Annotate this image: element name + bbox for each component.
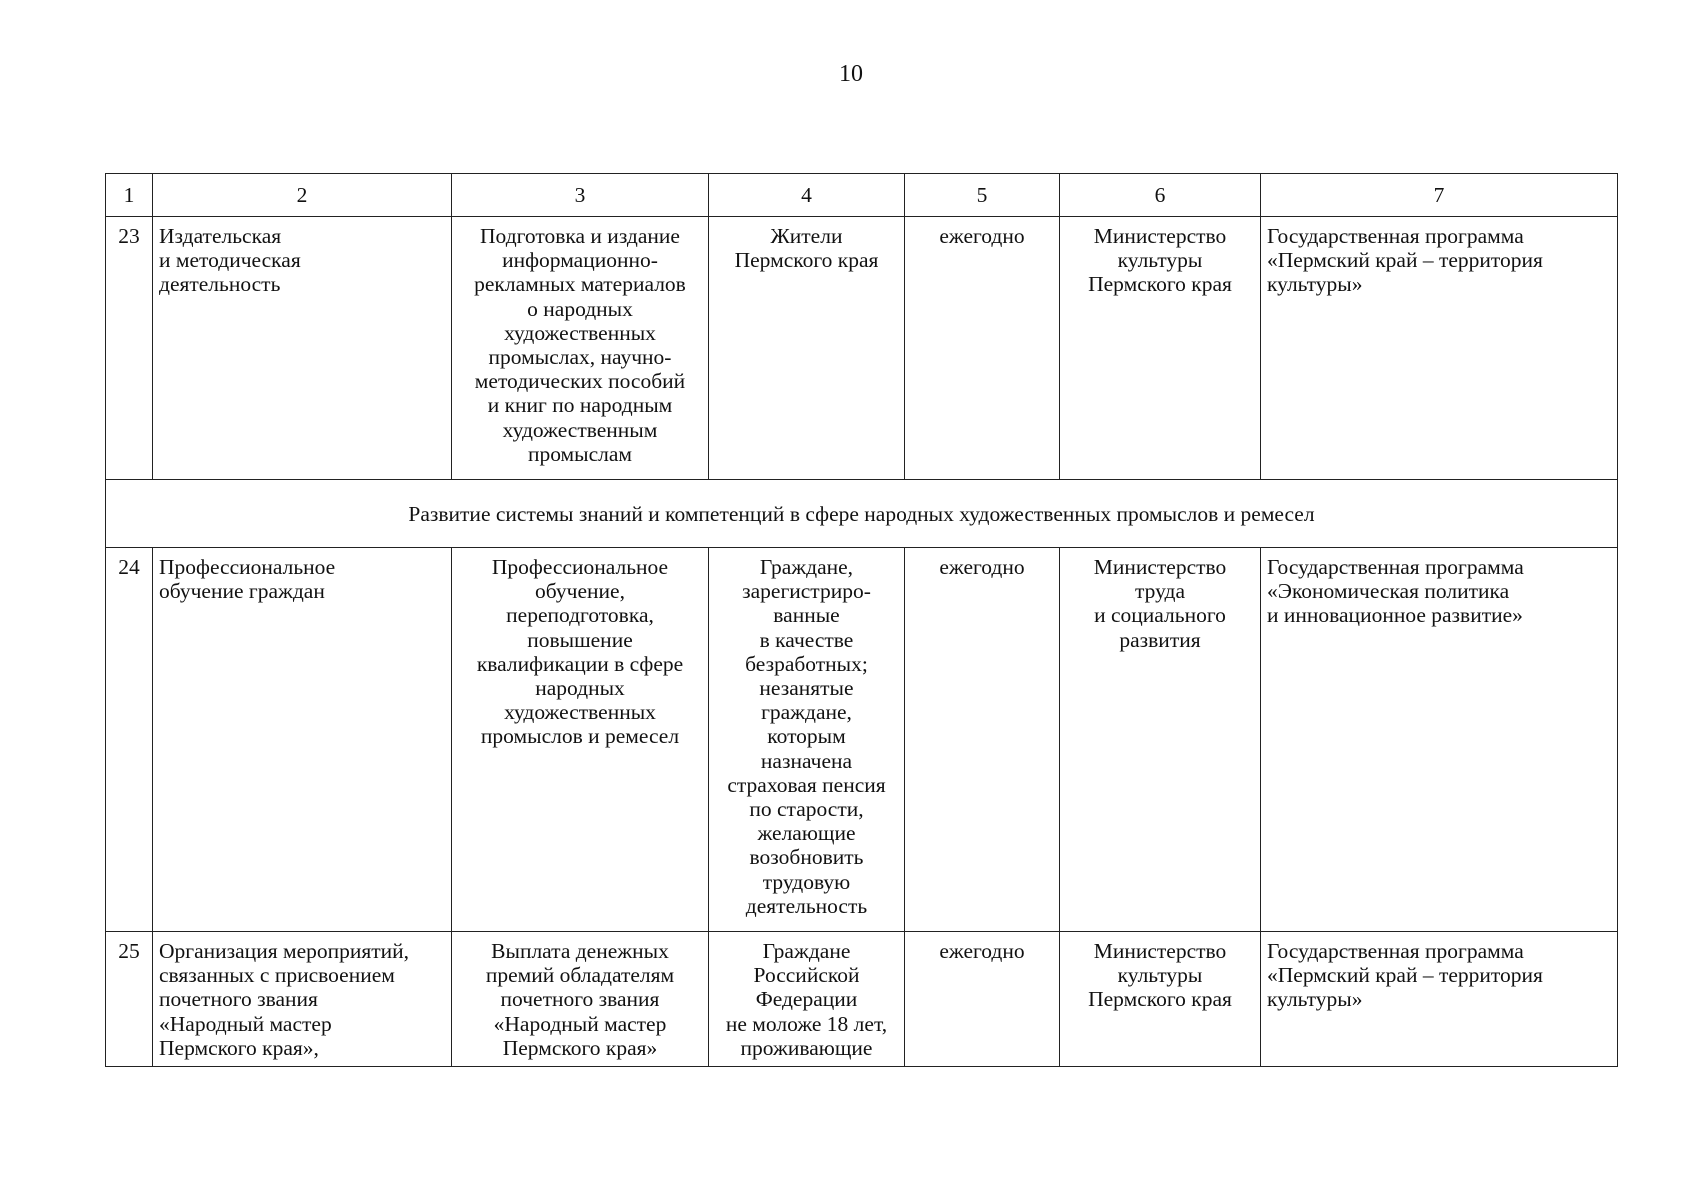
period: ежегодно [905, 932, 1060, 1067]
responsible-body: Министерство труда и социального развития [1060, 548, 1261, 932]
responsible-body: Министерство культуры Пермского края [1060, 217, 1261, 480]
table-row [106, 932, 1618, 1067]
column-number-7: 7 [1261, 174, 1618, 217]
state-program: Государственная программа «Пермский край – территория культуры» [1261, 217, 1618, 480]
target-audience: Граждане Российской Федерации не моложе 18 лет, проживающие [709, 932, 905, 1067]
column-number-2: 2 [153, 174, 452, 217]
row-number: 24 [106, 548, 153, 932]
plan-table [105, 173, 1618, 1067]
activity-name: Издательская и методическая деятельность [153, 217, 452, 480]
section-heading-row [106, 480, 1618, 548]
page-number: 10 [839, 61, 863, 87]
column-number-5: 5 [905, 174, 1060, 217]
activity-description: Выплата денежных премий обладателям почетного звания «Народный мастер Пермского края» [452, 932, 709, 1067]
table-row [106, 548, 1618, 932]
column-number-4: 4 [709, 174, 905, 217]
target-audience: Жители Пермского края [709, 217, 905, 480]
column-number-1: 1 [106, 174, 153, 217]
table-header-row [106, 174, 1618, 217]
column-number-3: 3 [452, 174, 709, 217]
activity-description: Профессиональное обучение, переподготовка, повышение квалификации в сфере народных художественных промыслов и ремесел [452, 548, 709, 932]
row-number: 23 [106, 217, 153, 480]
responsible-body: Министерство культуры Пермского края [1060, 932, 1261, 1067]
period: ежегодно [905, 548, 1060, 932]
activity-description: Подготовка и издание информационно- рекламных материалов о народных художественных промыслах, научно- методических пособий и книг по народным художественным промыслам [452, 217, 709, 480]
activity-name: Организация мероприятий, связанных с присвоением почетного звания «Народный мастер Пермского края», [153, 932, 452, 1067]
target-audience: Граждане, зарегистриро- ванные в качестве безработных; незанятые граждане, которым назначена страховая пенсия по старости, желающие возобновить трудовую деятельность [709, 548, 905, 932]
section-heading: Развитие системы знаний и компетенций в сфере народных художественных промыслов и ремесел [106, 480, 1618, 548]
state-program: Государственная программа «Экономическая политика и инновационное развитие» [1261, 548, 1618, 932]
period: ежегодно [905, 217, 1060, 480]
state-program: Государственная программа «Пермский край – территория культуры» [1261, 932, 1618, 1067]
row-number: 25 [106, 932, 153, 1067]
activity-name: Профессиональное обучение граждан [153, 548, 452, 932]
column-number-6: 6 [1060, 174, 1261, 217]
table-row [106, 217, 1618, 480]
